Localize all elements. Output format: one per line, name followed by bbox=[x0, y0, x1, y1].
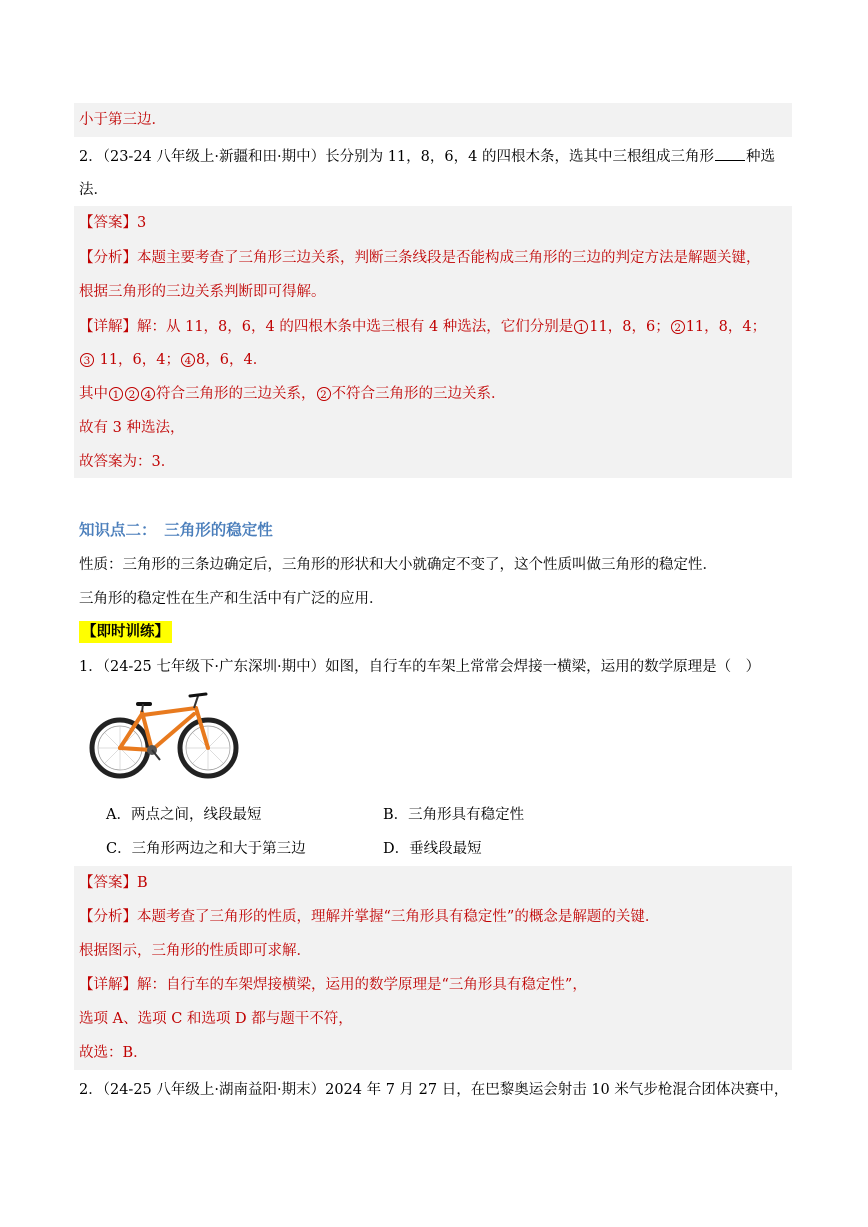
option-a: A．两点之间，线段最短 bbox=[106, 807, 262, 823]
detail-tag: 【详解】 bbox=[79, 977, 137, 993]
circled-4: 4 bbox=[181, 353, 195, 367]
section-heading: 知识点二： 三角形的稳定性 bbox=[79, 520, 273, 539]
kp2-paragraph2: 三角形的稳定性在生产和生活中有广泛的应用． bbox=[79, 591, 384, 607]
detail-tag: 【详解】 bbox=[79, 319, 137, 335]
analysis-tag: 【分析】 bbox=[79, 909, 137, 925]
circled-1: 1 bbox=[574, 320, 588, 334]
answer-tag: 【答案】 bbox=[79, 875, 137, 891]
t1-detail-line1: 【详解】解：自行车的车架焊接横梁，运用的数学原理是“三角形具有稳定性”， bbox=[79, 977, 587, 993]
q2-detail-line3: 其中 1 2 4 符合三角形的三边关系， 2 不符合三角形的三边关系． bbox=[79, 386, 506, 402]
t1-solution-shade bbox=[74, 866, 792, 1070]
training-label: 【即时训练】 bbox=[79, 621, 172, 643]
q2-analysis-line2: 根据三角形的三边关系判断即可得解。 bbox=[79, 284, 326, 300]
prev-solution-tail: 小于第三边． bbox=[79, 112, 166, 128]
answer-blank bbox=[715, 146, 745, 161]
q2-stem-line2: 法． bbox=[79, 182, 108, 198]
q2-detail-line1: 【详解】解：从 11，8，6，4 的四根木条中选三根有 4 种选法，它们分别是 1 11，8，6； 2 11，8，4； bbox=[79, 319, 767, 335]
q2-detail-line5: 故答案为：3． bbox=[79, 454, 176, 470]
circled-3: 3 bbox=[80, 353, 94, 367]
t1-stem: 1．（24-25 七年级下·广东深圳·期中）如图，自行车的车架上常常会焊接一横梁，运用的数学原理是（ ） bbox=[79, 659, 761, 675]
t1-analysis-line2: 根据图示，三角形的性质即可求解． bbox=[79, 943, 311, 959]
t2-stem: 2．（24-25 八年级上·湖南益阳·期末）2024 年 7 月 27 日，在巴黎奥运会射击 10 米气步枪混合团体决赛中， bbox=[79, 1082, 789, 1098]
bicycle-image bbox=[86, 690, 242, 782]
circled-2: 2 bbox=[671, 320, 685, 334]
q2-analysis-line1: 【分析】本题主要考查了三角形三边关系，判断三条线段是否能构成三角形的三边的判定方法是解题关键， bbox=[79, 250, 761, 266]
option-d: D．垂线段最短 bbox=[383, 841, 482, 857]
t1-detail-line2: 选项 A、选项 C 和选项 D 都与题干不符， bbox=[79, 1011, 353, 1027]
t1-answer: 【答案】B bbox=[79, 875, 148, 891]
q2-detail-line2: 3 11，6，4； 4 8，6，4． bbox=[79, 350, 267, 370]
answer-tag: 【答案】 bbox=[79, 215, 137, 231]
option-c: C．三角形两边之和大于第三边 bbox=[106, 841, 306, 857]
kp2-paragraph1: 性质：三角形的三条边确定后，三角形的形状和大小就确定不变了，这个性质叫做三角形的稳定性． bbox=[79, 557, 717, 573]
q2-stem-line1: 2．（23-24 八年级上·新疆和田·期中）长分别为 11，8，6，4 的四根木条，选其中三根组成三角形 种选 bbox=[79, 146, 775, 167]
q2-answer: 【答案】3 bbox=[79, 215, 147, 231]
q2-detail-line4: 故有 3 种选法， bbox=[79, 420, 185, 436]
analysis-tag: 【分析】 bbox=[79, 250, 137, 266]
prev-solution-shade bbox=[74, 103, 792, 137]
t1-analysis-line1: 【分析】本题考查了三角形的性质，理解并掌握“三角形具有稳定性”的概念是解题的关键． bbox=[79, 909, 660, 925]
option-b: B．三角形具有稳定性 bbox=[383, 807, 525, 823]
t1-detail-line3: 故选：B． bbox=[79, 1045, 148, 1061]
